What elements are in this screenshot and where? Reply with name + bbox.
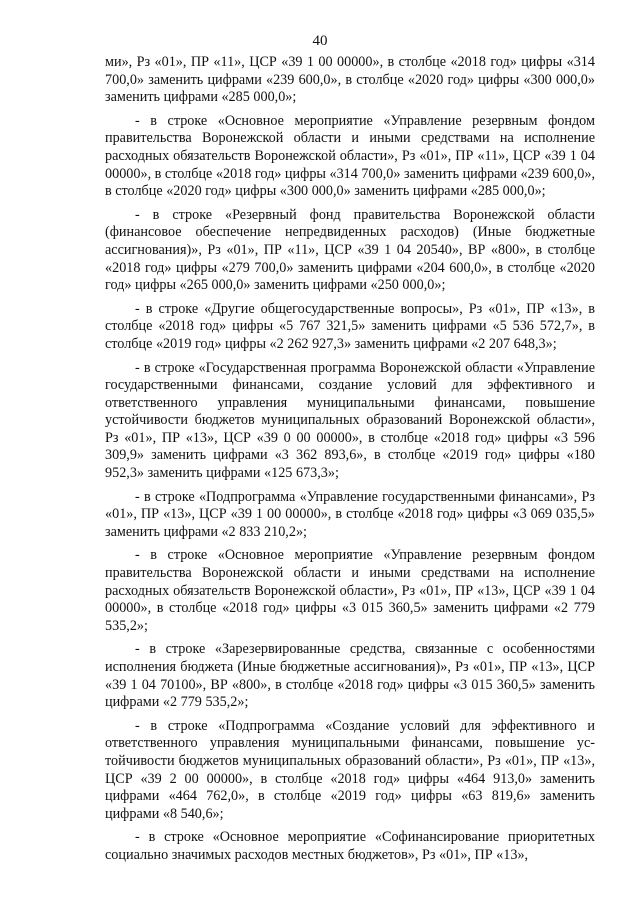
paragraph-9: - в строке «Подпрограмма «Создание условий для эффективного и ответственного управления муниципальными финансами, повышение устойчивости бюджетов муниципальных образований области», Рз «01», ПР «13», ЦСР «39 2 00 00000», в столбце «2018 год» цифры «464 913,0» заменить цифрами «464 762,0», в столбце «2019 год» цифры «63 819,6» заменить цифрами «8 540,6»;	[105, 717, 595, 822]
paragraph-6: - в строке «Подпрограмма «Управление государственными финансами», Рз «01», ПР «13», ЦСР «39 1 00 00000», в столбце «2018 год» цифры «3 069 035,5» заменить цифрами «2 833 210,2»;	[105, 488, 595, 540]
paragraph-5: - в строке «Государственная программа Воронежской области «Управление государственными финансами, создание условий для эффективного и ответственного управления муниципальными финансами, повышение устойчивости бюджетов муниципальных образований Воронежской области», Рз «01», ПР «13», ЦСР «39 0 00 00000», в столбце «2018 год» цифры «3 596 309,9» заменить цифрами «3 362 893,6», в столбце «2019 год» цифры «180 952,3» заменить цифрами «125 673,3»;	[105, 359, 595, 482]
page-number: 40	[312, 33, 328, 49]
document-body	[105, 54, 595, 871]
paragraph-2: - в строке «Основное мероприятие «Управление резервным фондом правительства Воронежской области и иными средствами на исполнение расходных обязательств Воронежской области», Рз «01», ПР «11», ЦСР «39 1 04 00000», в столбце «2018 год» цифры «314 700,0» заменить цифрами «239 600,0», в столбце «2020 год» цифры «300 000,0» заменить цифрами «285 000,0»;	[105, 112, 595, 200]
paragraph-7: - в строке «Основное мероприятие «Управление резервным фондом правительства Воронежской области и иными средствами на исполнение расходных обязательств Воронежской области», Рз «01», ПР «13», ЦСР «39 1 04 00000», в столбце «2018 год» цифры «3 015 360,5» заменить цифрами «2 779 535,2»;	[105, 547, 595, 634]
paragraph-8: - в строке «Зарезервированные средства, связанные с особенностями исполнения бюджета (Иные бюджетные ассигнования)», Рз «01», ПР «13», ЦСР «39 1 04 70100», ВР «800», в столбце «2018 год» цифры «3 015 360,5» заменить цифрами «2 779 535,2»;	[105, 641, 595, 711]
paragraph-1: ми», Рз «01», ПР «11», ЦСР «39 1 00 00000», в столбце «2018 год» цифры «314 700,0» заменить цифрами «239 600,0», в столбце «2020 год» цифры «300 000,0» заменить цифрами «285 000,0»;	[105, 54, 595, 106]
paragraph-10: - в строке «Основное мероприятие «Софинансирование приоритетных социально значимых расходов местных бюджетов», Рз «01», ПР «13»,	[105, 829, 595, 863]
paragraph-4: - в строке «Другие общегосударственные вопросы», Рз «01», ПР «13», в столбце «2018 год» цифры «5 767 321,5» заменить цифрами «5 536 572,7», в столбце «2019 год» цифры «2 262 927,3» заменить цифрами «2 207 648,3»;	[105, 300, 595, 352]
paragraph-3: - в строке «Резервный фонд правительства Воронежской области (финансовое обеспечение непредвиденных расходов) (Иные бюджетные ассигнования)», Рз «01», ПР «11», ЦСР «39 1 04 20540», ВР «800», в столбце «2018 год» цифры «279 700,0» заменить цифрами «204 600,0», в столбце «2020 год» цифры «265 000,0» заменить цифрами «250 000,0»;	[105, 206, 595, 294]
